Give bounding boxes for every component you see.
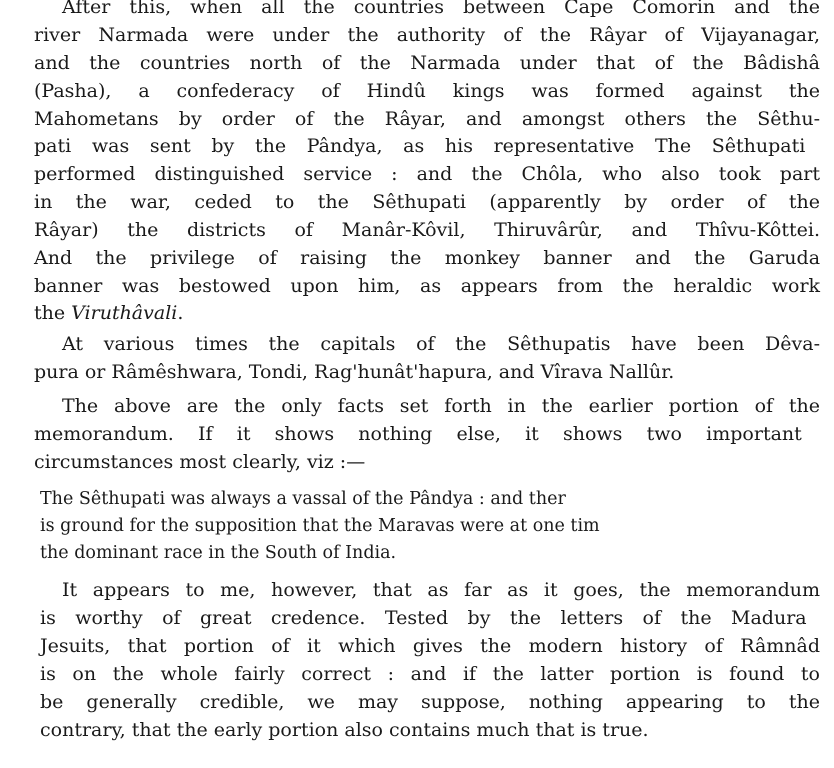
text-line: pura or Râmêshwara, Tondi, Rag'hunât'hapura, and Vîrava Nallûr. <box>34 361 675 383</box>
text-line: Râyar) the districts of Manâr-Kôvil, Thiruvârûr, and Thîvu-Kôttei. <box>34 219 820 241</box>
text-line: be generally credible, we may suppose, nothing appearing to the <box>40 691 820 713</box>
text-line: At various times the capitals of the Sêthupatis have been Dêva- <box>62 333 821 355</box>
text-line: After this, when all the countries between Cape Comorin and the <box>62 0 821 18</box>
text-fragment: . <box>177 302 184 324</box>
text-line: And the privilege of raising the monkey banner and the Garuda <box>34 247 821 269</box>
text-line: circumstances most clearly, viz :— <box>34 451 366 473</box>
text-line: (Pasha), a confederacy of Hindû kings was formed against the <box>34 80 821 102</box>
text-line: is on the whole fairly correct : and if the latter portion is found to <box>40 663 820 685</box>
text-fragment: the <box>34 302 72 324</box>
text-line: in the war, ceded to the Sêthupati (apparently by order of the <box>34 191 821 213</box>
text-line: river Narmada were under the authority of the Râyar of Vijayanagar, <box>34 24 821 46</box>
text-line: The above are the only facts set forth in the earlier portion of the <box>62 395 821 417</box>
text-line: the dominant race in the South of India. <box>40 543 397 563</box>
text-line: Jesuits, that portion of it which gives the modern history of Râmnâd <box>40 635 821 657</box>
work-title: Viruthâvali <box>71 302 178 324</box>
text-line: memorandum. If it shows nothing else, it shows two important <box>34 423 802 445</box>
text-line: The Sêthupati was always a vassal of the Pândya : and ther <box>40 489 566 509</box>
text-line: banner was bestowed upon him, as appears from the heraldic work <box>34 275 821 297</box>
text-line: is worthy of great credence. Tested by the letters of the Madura <box>40 607 807 629</box>
text-line: It appears to me, however, that as far as it goes, the memorandum <box>62 579 820 601</box>
text-line: is ground for the supposition that the Maravas were at one tim <box>40 516 600 536</box>
text-line: pati was sent by the Pândya, as his representative The Sêthupati <box>34 135 806 157</box>
text-line: contrary, that the early portion also contains much that is true. <box>40 719 649 741</box>
text-line <box>34 304 183 323</box>
text-line: Mahometans by order of the Râyar, and amongst others the Sêthu- <box>34 108 821 130</box>
text-line: and the countries north of the Narmada under that of the Bâdishâ <box>34 52 820 74</box>
text-line: performed distinguished service : and the Chôla, who also took part <box>34 163 821 185</box>
